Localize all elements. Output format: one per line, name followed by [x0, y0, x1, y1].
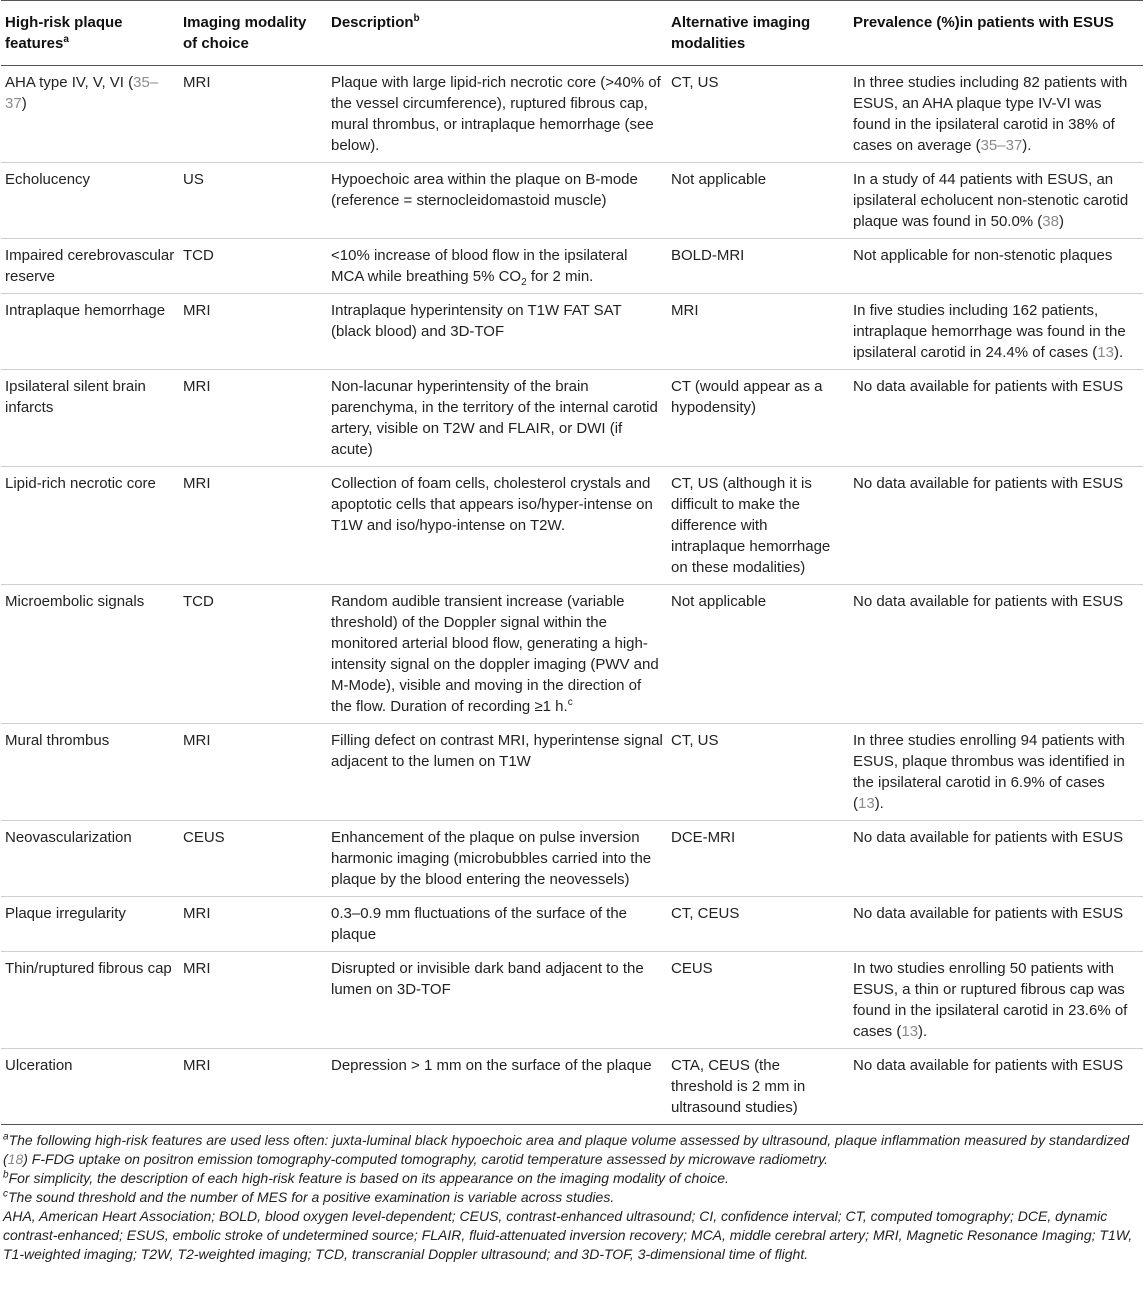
cell-alternative: CEUS: [667, 952, 849, 1049]
cell-description: Hypoechoic area within the plaque on B-mode (reference = sternocleidomastoid muscle): [327, 163, 667, 239]
citation-link[interactable]: 18: [7, 1151, 24, 1167]
header-description: Description$^b$: [327, 1, 667, 66]
table-row: [1, 952, 1143, 1049]
table-row: [1, 370, 1143, 467]
footnote-a: $^a$The following high-risk features are used less often: juxta-luminal black hypoechoic area and plaque volume assessed by ultrasound, plaque inflammation measured by standardized (18) F-FDG uptake on positron emission tomography-computed tomography, carotid temperature assessed by microwave radiometry.: [3, 1131, 1130, 1167]
table-row: [1, 585, 1143, 724]
cell-feature: Plaque irregularity: [1, 897, 179, 952]
cell-feature: Lipid-rich necrotic core: [1, 467, 179, 585]
cell-modality: MRI: [179, 724, 327, 821]
cell-modality: MRI: [179, 952, 327, 1049]
cell-description: Random audible transient increase (variable threshold) of the Doppler signal within the monitored arterial blood flow, generating a high-intensity signal on the doppler imaging (PWV and M-Mode), visible and moving in the direction of the flow. Duration of recording ≥1 h.$^c$: [327, 585, 667, 724]
citation-link[interactable]: 35–37: [5, 74, 159, 112]
cell-prevalence: No data available for patients with ESUS: [849, 821, 1143, 897]
table-row: [1, 239, 1143, 294]
cell-alternative: CTA, CEUS (the threshold is 2 mm in ultrasound studies): [667, 1049, 849, 1125]
cell-prevalence: No data available for patients with ESUS: [849, 467, 1143, 585]
cell-feature: Intraplaque hemorrhage: [1, 294, 179, 370]
footnote-b: $^b$For simplicity, the description of each high-risk feature is based on its appearance on the imaging modality of choice.: [3, 1169, 729, 1186]
table-row: [1, 897, 1143, 952]
footnote-c: $^c$The sound threshold and the number of MES for a positive examination is variable across studies.: [3, 1188, 615, 1205]
cell-prevalence: In three studies enrolling 94 patients with ESUS, plaque thrombus was identified in the ipsilateral carotid in 6.9% of cases (13).: [849, 724, 1143, 821]
cell-prevalence: In three studies including 82 patients with ESUS, an AHA plaque type IV-VI was found in the ipsilateral carotid in 38% of cases on average (35–37).: [849, 66, 1143, 163]
header-row: [1, 1, 1143, 66]
cell-alternative: CT, US: [667, 66, 849, 163]
header-features: High-risk plaque features$^a$: [1, 1, 179, 66]
cell-modality: TCD: [179, 239, 327, 294]
abbreviations-note: AHA, American Heart Association; BOLD, blood oxygen level-dependent; CEUS, contrast-enhanced ultrasound; CI, confidence interval; CT, computed tomography; DCE, dynamic contrast-enhanced; ESUS, embolic stroke of undetermined source; FLAIR, fluid-attenuated inversion recovery; MCA, middle cerebral artery; MRI, Magnetic Resonance Imaging; T1W, T1-weighted imaging; T2W, T2-weighted imaging; TCD, transcranial Doppler ultrasound; and 3D-TOF, 3-dimensional time of flight.: [3, 1208, 1133, 1262]
citation-link[interactable]: 13: [901, 1023, 919, 1040]
cell-description: Collection of foam cells, cholesterol crystals and apoptotic cells that appears iso/hyper-intense on T1W and iso/hypo-intense on T2W.: [327, 467, 667, 585]
table-footnotes: [1, 1125, 1143, 1264]
cell-feature: Mural thrombus: [1, 724, 179, 821]
cell-prevalence: In a study of 44 patients with ESUS, an ipsilateral echolucent non-stenotic carotid plaque was found in 50.0% (38): [849, 163, 1143, 239]
table-row: [1, 66, 1143, 163]
cell-description: Disrupted or invisible dark band adjacent to the lumen on 3D-TOF: [327, 952, 667, 1049]
cell-description: Intraplaque hyperintensity on T1W FAT SAT (black blood) and 3D-TOF: [327, 294, 667, 370]
citation-link[interactable]: 35–37: [980, 137, 1023, 154]
cell-feature: Microembolic signals: [1, 585, 179, 724]
cell-alternative: BOLD-MRI: [667, 239, 849, 294]
cell-alternative: CT, US: [667, 724, 849, 821]
high-risk-plaque-table: [1, 0, 1143, 1125]
cell-feature: Ulceration: [1, 1049, 179, 1125]
citation-link[interactable]: 13: [1097, 344, 1114, 361]
table-row: [1, 467, 1143, 585]
cell-prevalence: No data available for patients with ESUS: [849, 897, 1143, 952]
cell-feature: AHA type IV, V, VI (35–37): [1, 66, 179, 163]
header-modality: Imaging modality of choice: [179, 1, 327, 66]
cell-description: Plaque with large lipid-rich necrotic core (>40% of the vessel circumference), ruptured fibrous cap, mural thrombus, or intraplaque hemorrhage (see below).: [327, 66, 667, 163]
table-row: [1, 163, 1143, 239]
cell-feature: Impaired cerebrovascular reserve: [1, 239, 179, 294]
cell-prevalence: In two studies enrolling 50 patients with ESUS, a thin or ruptured fibrous cap was found in the ipsilateral carotid in 23.6% of cases (13).: [849, 952, 1143, 1049]
cell-prevalence: No data available for patients with ESUS: [849, 585, 1143, 724]
table-row: [1, 821, 1143, 897]
table-row: [1, 1049, 1143, 1125]
cell-alternative: DCE-MRI: [667, 821, 849, 897]
cell-modality: US: [179, 163, 327, 239]
cell-alternative: MRI: [667, 294, 849, 370]
citation-link[interactable]: 13: [858, 795, 875, 812]
citation-link[interactable]: 38: [1042, 213, 1059, 230]
cell-description: Filling defect on contrast MRI, hyperintense signal adjacent to the lumen on T1W: [327, 724, 667, 821]
cell-modality: MRI: [179, 294, 327, 370]
cell-alternative: CT, CEUS: [667, 897, 849, 952]
cell-modality: MRI: [179, 1049, 327, 1125]
cell-feature: Thin/ruptured fibrous cap: [1, 952, 179, 1049]
cell-description: Enhancement of the plaque on pulse inversion harmonic imaging (microbubbles carried into the plaque by the blood entering the neovessels): [327, 821, 667, 897]
cell-alternative: CT, US (although it is difficult to make the difference with intraplaque hemorrhage on these modalities): [667, 467, 849, 585]
cell-modality: MRI: [179, 66, 327, 163]
cell-alternative: Not applicable: [667, 585, 849, 724]
cell-description: Non-lacunar hyperintensity of the brain parenchyma, in the territory of the internal carotid artery, visible on T2W and FLAIR, or DWI (if acute): [327, 370, 667, 467]
header-alternative: Alternative imaging modalities: [667, 1, 849, 66]
cell-prevalence: No data available for patients with ESUS: [849, 370, 1143, 467]
cell-modality: TCD: [179, 585, 327, 724]
cell-modality: MRI: [179, 897, 327, 952]
header-prevalence: Prevalence (%)in patients with ESUS: [849, 1, 1143, 66]
cell-prevalence: Not applicable for non-stenotic plaques: [849, 239, 1143, 294]
cell-prevalence: In five studies including 162 patients, intraplaque hemorrhage was found in the ipsilateral carotid in 24.4% of cases (13).: [849, 294, 1143, 370]
cell-feature: Ipsilateral silent brain infarcts: [1, 370, 179, 467]
cell-feature: Neovascularization: [1, 821, 179, 897]
cell-modality: CEUS: [179, 821, 327, 897]
cell-feature: Echolucency: [1, 163, 179, 239]
cell-modality: MRI: [179, 467, 327, 585]
cell-modality: MRI: [179, 370, 327, 467]
cell-alternative: CT (would appear as a hypodensity): [667, 370, 849, 467]
cell-description: 0.3–0.9 mm fluctuations of the surface of the plaque: [327, 897, 667, 952]
cell-description: <10% increase of blood flow in the ipsilateral MCA while breathing 5% $CO_2$ for 2 min.: [327, 239, 667, 294]
table-row: [1, 724, 1143, 821]
cell-description: Depression > 1 mm on the surface of the plaque: [327, 1049, 667, 1125]
cell-prevalence: No data available for patients with ESUS: [849, 1049, 1143, 1125]
table-row: [1, 294, 1143, 370]
cell-alternative: Not applicable: [667, 163, 849, 239]
